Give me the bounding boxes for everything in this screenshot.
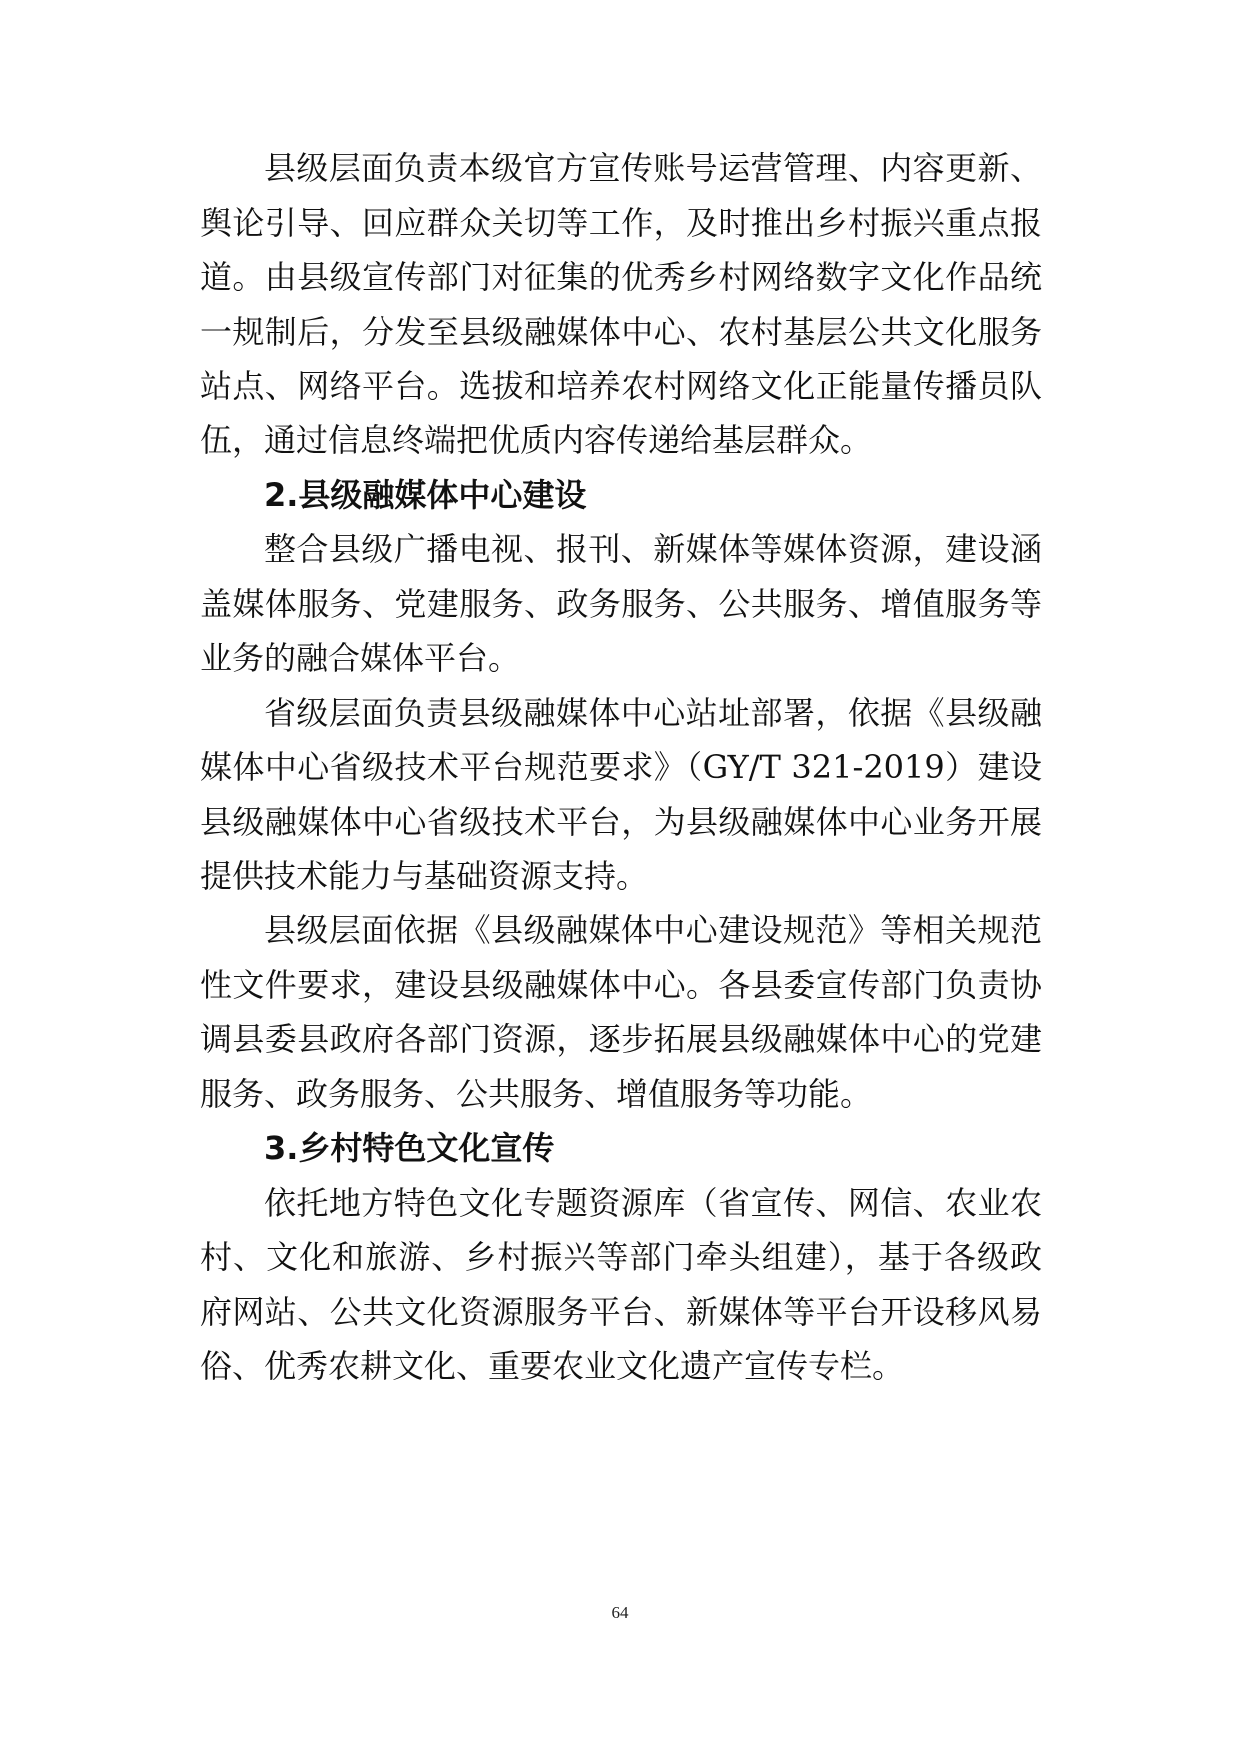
paragraph-4-line-4: 服务、政务服务、公共服务、增值服务等功能。 <box>200 1075 873 1113</box>
paragraph-2-line-1: 整合县级广播电视、报刊、新媒体等媒体资源，建设涵 <box>264 530 1042 568</box>
paragraph-2-line-3: 业务的融合媒体平台。 <box>200 639 521 677</box>
paragraph-5-line-3: 府网站、公共文化资源服务平台、新媒体等平台开设移风易 <box>200 1293 1042 1331</box>
paragraph-3-line-2: 媒体中心省级技术平台规范要求》（GY/T 321-2019）建设 <box>200 748 1042 786</box>
paragraph-5-line-2: 村、文化和旅游、乡村振兴等部门牵头组建），基于各级政 <box>200 1238 1042 1276</box>
paragraph-5-line-4: 俗、优秀农耕文化、重要农业文化遗产宣传专栏。 <box>200 1347 905 1385</box>
paragraph-3-line-1: 省级层面负责县级融媒体中心站址部署，依据《县级融 <box>264 694 1042 732</box>
paragraph-5-line-1: 依托地方特色文化专题资源库（省宣传、网信、农业农 <box>264 1184 1042 1222</box>
paragraph-3-line-4: 提供技术能力与基础资源支持。 <box>200 857 649 895</box>
paragraph-2-line-2: 盖媒体服务、党建服务、政务服务、公共服务、增值服务等 <box>200 585 1042 623</box>
section-heading-2: 2.县级融媒体中心建设 <box>264 476 587 514</box>
paragraph-1-line-4: 一规制后，分发至县级融媒体中心、农村基层公共文化服务 <box>200 313 1042 351</box>
paragraph-3-line-3: 县级融媒体中心省级技术平台，为县级融媒体中心业务开展 <box>200 803 1042 841</box>
section-heading-3: 3.乡村特色文化宣传 <box>264 1129 555 1167</box>
paragraph-1-line-6: 伍，通过信息终端把优质内容传递给基层群众。 <box>200 421 873 459</box>
paragraph-1-line-5: 站点、网络平台。选拔和培养农村网络文化正能量传播员队 <box>200 367 1042 405</box>
page-number: 64 <box>611 1603 629 1622</box>
paragraph-1-line-3: 道。由县级宣传部门对征集的优秀乡村网络数字文化作品统 <box>200 258 1042 296</box>
paragraph-1-line-1: 县级层面负责本级官方宣传账号运营管理、内容更新、 <box>264 149 1042 187</box>
paragraph-1-line-2: 舆论引导、回应群众关切等工作，及时推出乡村振兴重点报 <box>200 204 1042 242</box>
paragraph-4-line-2: 性文件要求，建设县级融媒体中心。各县委宣传部门负责协 <box>200 966 1042 1004</box>
paragraph-4-line-1: 县级层面依据《县级融媒体中心建设规范》等相关规范 <box>264 911 1042 949</box>
paragraph-4-line-3: 调县委县政府各部门资源，逐步拓展县级融媒体中心的党建 <box>200 1020 1042 1058</box>
